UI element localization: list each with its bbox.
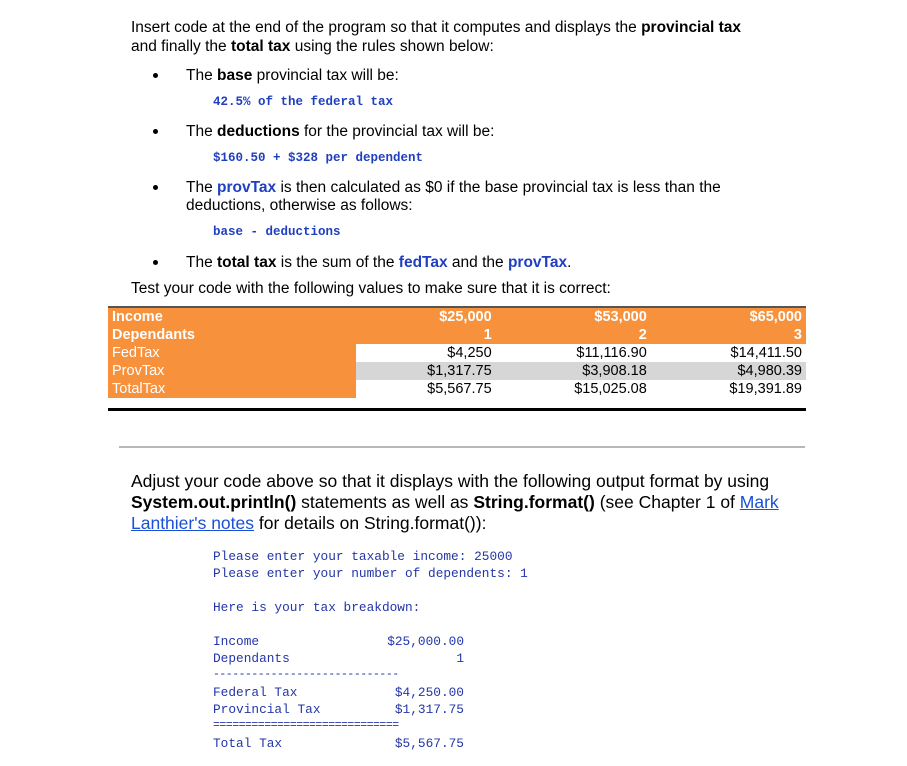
intro-line-1: Insert code at the end of the program so that it computes and displays the provincial tax — [131, 19, 742, 36]
income-value: $25,000.00 — [387, 634, 464, 649]
separator-equals: ============================= — [213, 719, 399, 732]
tax-table — [108, 308, 806, 398]
table-row: ProvTax $1,317.75 $3,908.18 $4,980.39 — [108, 362, 806, 380]
provincial-label: Provincial Tax — [213, 702, 321, 717]
lanthier-notes-link[interactable]: Lanthier's notes — [131, 513, 255, 533]
table-row: TotalTax $5,567.75 $15,025.08 $19,391.89 — [108, 380, 806, 398]
output-line-2: Please enter your number of dependents: 1 — [213, 566, 528, 581]
bullet-dot — [153, 129, 158, 134]
dependants-label: Dependants — [213, 651, 290, 666]
intro-paragraph — [131, 18, 741, 56]
separator-dash: ----------------------------- — [213, 668, 399, 681]
bullet-base: The base provincial tax will be: — [186, 67, 399, 84]
section-divider — [119, 446, 805, 448]
test-line: Test your code with the following values to make sure that it is correct: — [131, 280, 611, 297]
dependants-value: 1 — [456, 651, 464, 666]
mark-link[interactable]: Mark — [739, 492, 779, 512]
code-deductions: $160.50 + $328 per dependent — [213, 151, 424, 165]
intro-line-2: and finally the total tax using the rules shown below: — [131, 38, 494, 55]
adjust-paragraph: Adjust your code above so that it displays with the following output format by using System.out.println() statements as well as String.format() (see Chapter 1 of Mark Lanthier's notes for details on String.format()): — [131, 471, 779, 533]
total-label: Total Tax — [213, 736, 283, 751]
bullet-total: The total tax is the sum of the fedTax and the provTax. — [186, 254, 572, 271]
bullet-dot — [153, 185, 158, 190]
bullet-provtax: The provTax is then calculated as $0 if the base provincial tax is less than the deductions, otherwise as follows: — [186, 179, 721, 214]
code-provtax: base - deductions — [213, 225, 341, 239]
federal-label: Federal Tax — [213, 685, 298, 700]
table-row: Income $25,000 $53,000 $65,000 — [108, 308, 806, 326]
bullet-deductions: The deductions for the provincial tax will be: — [186, 123, 495, 140]
table-row: FedTax $4,250 $11,116.90 $14,411.50 — [108, 344, 806, 362]
bullet-dot — [153, 73, 158, 78]
output-line-3: Here is your tax breakdown: — [213, 600, 421, 615]
income-label: Income — [213, 634, 260, 649]
provincial-value: $1,317.75 — [394, 702, 464, 717]
output-line-1: Please enter your taxable income: 25000 — [213, 549, 513, 564]
federal-value: $4,250.00 — [394, 685, 464, 700]
code-base: 42.5% of the federal tax — [213, 95, 394, 109]
table-bottom-rule — [108, 408, 806, 411]
bullet-dot — [153, 260, 158, 265]
table-row: Dependants 1 2 3 — [108, 326, 806, 344]
total-value: $5,567.75 — [394, 736, 464, 751]
